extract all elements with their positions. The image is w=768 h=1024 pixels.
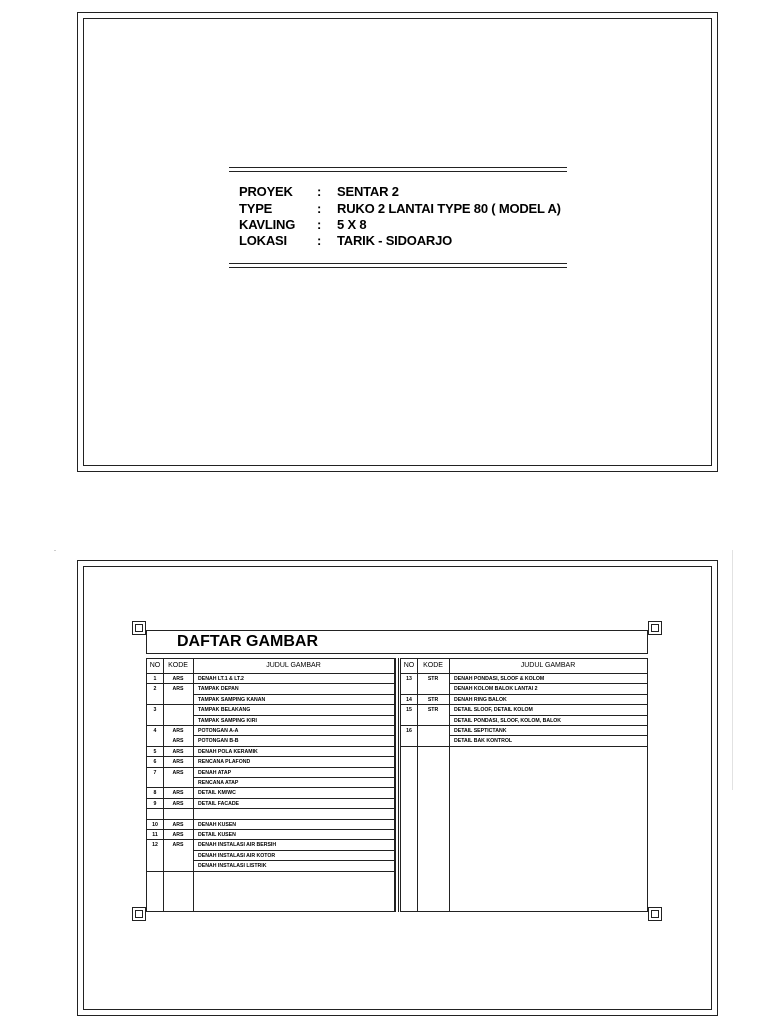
table-row — [147, 695, 394, 705]
cover-rule-top — [229, 167, 567, 172]
row-judul: RENCANA ATAP — [198, 780, 239, 786]
row-no: 10 — [152, 821, 158, 828]
table-row — [401, 684, 647, 694]
corner-ornament — [648, 907, 662, 921]
row-judul: DETAIL KM/WC — [198, 790, 236, 797]
row-no: 6 — [153, 759, 157, 766]
table-row — [147, 840, 394, 850]
row-judul: DETAIL BAK KONTROL — [454, 738, 513, 745]
corner-ornament — [648, 621, 662, 635]
row-judul: DENAH KOLOM BALOK LANTAI 2 — [454, 686, 538, 693]
stray-mark — [54, 550, 56, 551]
table-row — [401, 674, 647, 684]
row-kode: ARS — [172, 821, 184, 828]
table-row — [401, 716, 647, 726]
table-row — [147, 757, 394, 767]
row-rule — [147, 871, 394, 872]
table-row — [147, 830, 394, 840]
cover-value: SENTAR 2 — [337, 184, 399, 199]
row-no: 16 — [406, 728, 412, 734]
row-no: 4 — [153, 728, 157, 734]
header-judul: JUDUL GAMBAR — [520, 662, 576, 669]
row-judul: TAMPAK SAMPING KANAN — [198, 696, 266, 703]
table-row — [147, 747, 394, 757]
cover-colon: : — [317, 184, 322, 199]
drawing-list-frame — [132, 621, 662, 921]
table-row — [147, 705, 394, 715]
row-judul: DENAH INSTALASI AIR KOTOR — [198, 852, 276, 859]
cover-value: 5 X 8 — [337, 217, 367, 232]
cover-colon: : — [317, 201, 322, 216]
row-no: 5 — [153, 748, 157, 755]
row-judul: DETAIL PONDASI, SLOOF, KOLOM, BALOK — [454, 717, 562, 724]
corner-ornament — [132, 621, 146, 635]
row-kode: ARS — [172, 790, 184, 797]
row-kode: ARS — [172, 748, 184, 755]
header-no: NO — [149, 662, 161, 669]
cover-colon: : — [317, 233, 322, 248]
header-judul: JUDUL GAMBAR — [266, 662, 321, 669]
row-judul: DETAIL SLOOF, DETAIL KOLOM — [454, 707, 533, 714]
row-kode: ARS — [172, 769, 184, 776]
table-row — [401, 736, 647, 746]
row-judul: POTONGAN A-A — [198, 728, 239, 734]
table-row — [147, 726, 394, 736]
table-row — [147, 809, 394, 819]
edge-line — [732, 550, 733, 790]
row-no: 12 — [152, 842, 158, 849]
row-judul: DETAIL FACADE — [198, 800, 240, 807]
row-kode: ARS — [172, 686, 184, 693]
table-row — [147, 820, 394, 830]
row-judul: DETAIL SEPTICTANK — [454, 728, 507, 734]
row-no: 1 — [153, 676, 157, 682]
cover-colon: : — [317, 217, 322, 232]
row-kode: ARS — [172, 842, 184, 849]
row-judul: DENAH POLA KERAMIK — [198, 748, 258, 755]
row-no: 3 — [153, 707, 157, 714]
table-row — [401, 726, 647, 736]
row-kode: STR — [427, 707, 439, 714]
row-rule — [401, 746, 647, 747]
table-separator — [398, 658, 399, 912]
row-kode: STR — [427, 676, 439, 682]
row-kode: ARS — [172, 832, 184, 838]
table-row — [147, 778, 394, 788]
row-no: 15 — [406, 707, 412, 714]
cover-label: LOKASI — [239, 233, 287, 248]
table-row — [147, 684, 394, 694]
table-row — [147, 674, 394, 684]
row-judul: TAMPAK BELAKANG — [198, 707, 251, 714]
cover-label: PROYEK — [239, 184, 293, 199]
row-no: 13 — [406, 676, 412, 682]
table-row — [147, 768, 394, 778]
table-row — [401, 705, 647, 715]
table-row — [147, 788, 394, 798]
table-row — [147, 851, 394, 861]
table-row — [147, 861, 394, 871]
drawing-list-title-bar — [146, 630, 648, 654]
table-row — [401, 695, 647, 705]
table-row — [147, 716, 394, 726]
row-judul: DENAH INSTALASI LISTRIK — [198, 863, 267, 870]
header-kode: KODE — [423, 662, 443, 669]
row-judul: DENAH RING BALOK — [454, 696, 507, 703]
row-kode: ARS — [172, 676, 184, 682]
row-kode: STR — [427, 696, 439, 703]
row-kode: ARS — [172, 800, 184, 807]
row-judul: POTONGAN B-B — [198, 738, 239, 745]
cover-value: RUKO 2 LANTAI TYPE 80 ( MODEL A) — [337, 201, 561, 216]
row-judul: TAMPAK DEPAN — [198, 686, 239, 693]
cover-label: TYPE — [239, 201, 273, 216]
header-no: NO — [403, 662, 415, 669]
row-judul: DENAH ATAP — [198, 769, 232, 776]
row-kode: ARS — [172, 759, 184, 766]
row-judul: DENAH PONDASI, SLOOF & KOLOM — [454, 676, 545, 682]
row-judul: DETAIL KUSEN — [198, 832, 236, 838]
row-judul: TAMPAK SAMPING KIRI — [198, 717, 257, 724]
table-row — [147, 799, 394, 809]
row-judul: DENAH LT.1 & LT.2 — [198, 676, 244, 682]
row-kode: ARS — [172, 738, 184, 745]
drawing-table-left — [146, 658, 395, 912]
table-separator — [395, 658, 396, 912]
row-no: 9 — [153, 800, 157, 807]
row-judul: DENAH INSTALASI AIR BERSIH — [198, 842, 277, 849]
cover-rule-bottom — [229, 263, 567, 268]
row-no: 14 — [406, 696, 412, 703]
row-no: 7 — [153, 769, 157, 776]
drawing-table-right — [400, 658, 648, 912]
row-no: 8 — [153, 790, 157, 797]
row-no: 11 — [152, 832, 158, 838]
cover-label: KAVLING — [239, 217, 296, 232]
row-kode: ARS — [172, 728, 184, 734]
table-row — [147, 736, 394, 746]
corner-ornament — [132, 907, 146, 921]
row-judul: RENCANA PLAFOND — [198, 759, 251, 766]
row-judul: DENAH KUSEN — [198, 821, 237, 828]
row-no: 2 — [153, 686, 157, 693]
cover-value: TARIK - SIDOARJO — [337, 233, 453, 248]
header-kode: KODE — [168, 662, 188, 669]
drawing-list-title: DAFTAR GAMBAR — [177, 633, 319, 650]
